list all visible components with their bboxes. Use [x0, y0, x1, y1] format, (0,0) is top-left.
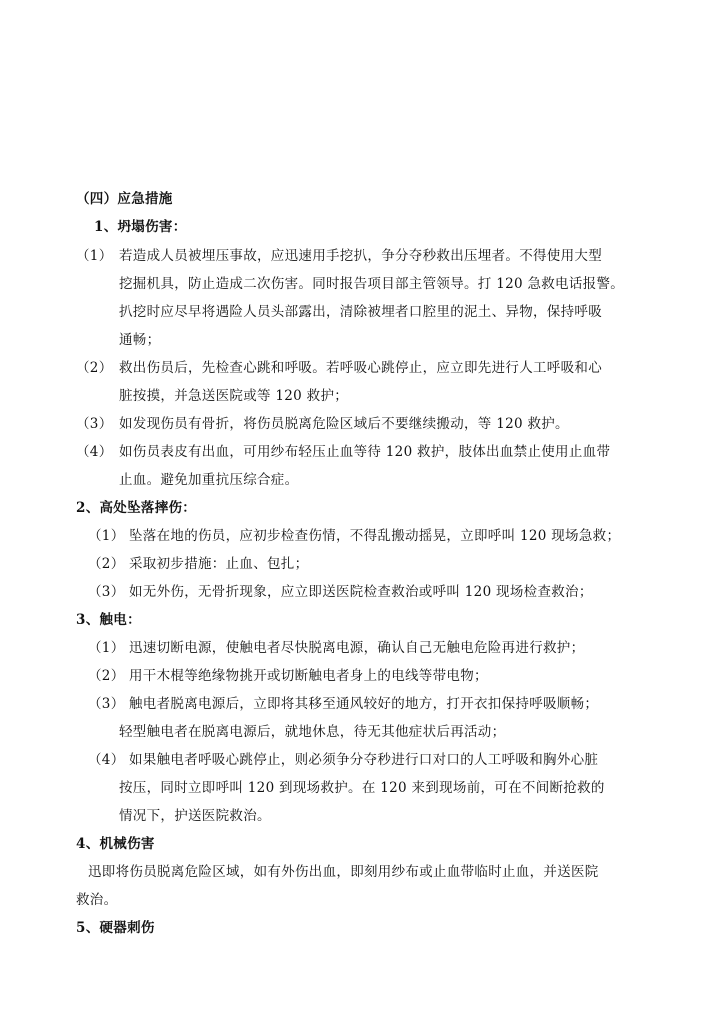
heading-collapse-injury: 1、坍塌伤害： [94, 219, 187, 235]
paragraph-line: 若造成人员被埋压事故，应迅速用手挖扒，争分夺秒救出压埋者。不得使用大型 [119, 248, 602, 264]
item-number: （4） [88, 752, 125, 768]
paragraph-line: 救治。 [76, 892, 118, 908]
paragraph-line: 如伤员表皮有出血，可用纱布轻压止血等待 120 救护，肢体出血禁止使用止血带 [119, 444, 611, 460]
item-number: （3） [88, 696, 125, 712]
item-number: （2） [88, 668, 125, 684]
heading-electric-shock: 3、触电： [76, 612, 141, 628]
paragraph-line: 止血。避免加重抗压综合症。 [119, 472, 299, 488]
paragraph-line: 采取初步措施：止血、包扎； [129, 556, 309, 572]
paragraph-line: 用干木棍等绝缘物挑开或切断触电者身上的电线等带电物； [129, 668, 488, 684]
paragraph-line: 挖掘机具，防止造成二次伤害。同时报告项目部主管领导。打 120 急救电话报警。 [119, 276, 625, 292]
section-title: （四）应急措施 [76, 191, 173, 207]
paragraph-line: 坠落在地的伤员，应初步检查伤情，不得乱搬动摇晃，立即呼叫 120 现场急救； [129, 528, 621, 544]
paragraph-line: 通畅； [119, 332, 161, 348]
paragraph-line: 如果触电者呼吸心跳停止，则必须争分夺秒进行口对口的人工呼吸和胸外心脏 [129, 752, 599, 768]
item-number: （1） [88, 640, 125, 656]
item-number: （4） [76, 444, 113, 460]
item-number: （2） [88, 556, 125, 572]
paragraph-line: 如发现伤员有骨折，将伤员脱离危险区域后不要继续搬动，等 120 救护。 [119, 416, 569, 432]
item-number: （2） [76, 360, 113, 376]
heading-fall-injury: 2、高处坠落摔伤： [76, 500, 197, 516]
paragraph-line: 迅即将伤员脱离危险区域，如有外伤出血，即刻用纱布或止血带临时止血，并送医院 [88, 864, 599, 880]
item-number: （3） [76, 416, 113, 432]
item-number: （3） [88, 584, 125, 600]
item-number: （1） [88, 528, 125, 544]
paragraph-line: 按压，同时立即呼叫 120 到现场救护。在 120 来到现场前，可在不间断抢救的 [119, 780, 605, 796]
heading-mechanical-injury: 4、机械伤害 [76, 836, 155, 852]
paragraph-line: 扒挖时应尽早将遇险人员头部露出，清除被埋者口腔里的泥土、异物，保持呼吸 [119, 304, 602, 320]
paragraph-line: 情况下，护送医院救治。 [119, 808, 271, 824]
paragraph-line: 轻型触电者在脱离电源后，就地休息，待无其他症状后再活动； [119, 724, 506, 740]
paragraph-line: 迅速切断电源，使触电者尽快脱离电源，确认自己无触电危险再进行救护； [129, 640, 585, 656]
paragraph-line: 救出伤员后，先检查心跳和呼吸。若呼吸心跳停止，应立即先进行人工呼吸和心 [119, 360, 602, 376]
heading-puncture-injury: 5、硬器刺伤 [76, 920, 155, 936]
paragraph-line: 如无外伤，无骨折现象，应立即送医院检查救治或呼叫 120 现场检查救治； [129, 584, 593, 600]
paragraph-line: 触电者脱离电源后，立即将其移至通风较好的地方，打开衣扣保持呼吸顺畅； [129, 696, 599, 712]
item-number: （1） [76, 248, 113, 264]
paragraph-line: 脏按摸，并急送医院或等 120 救护； [119, 388, 349, 404]
